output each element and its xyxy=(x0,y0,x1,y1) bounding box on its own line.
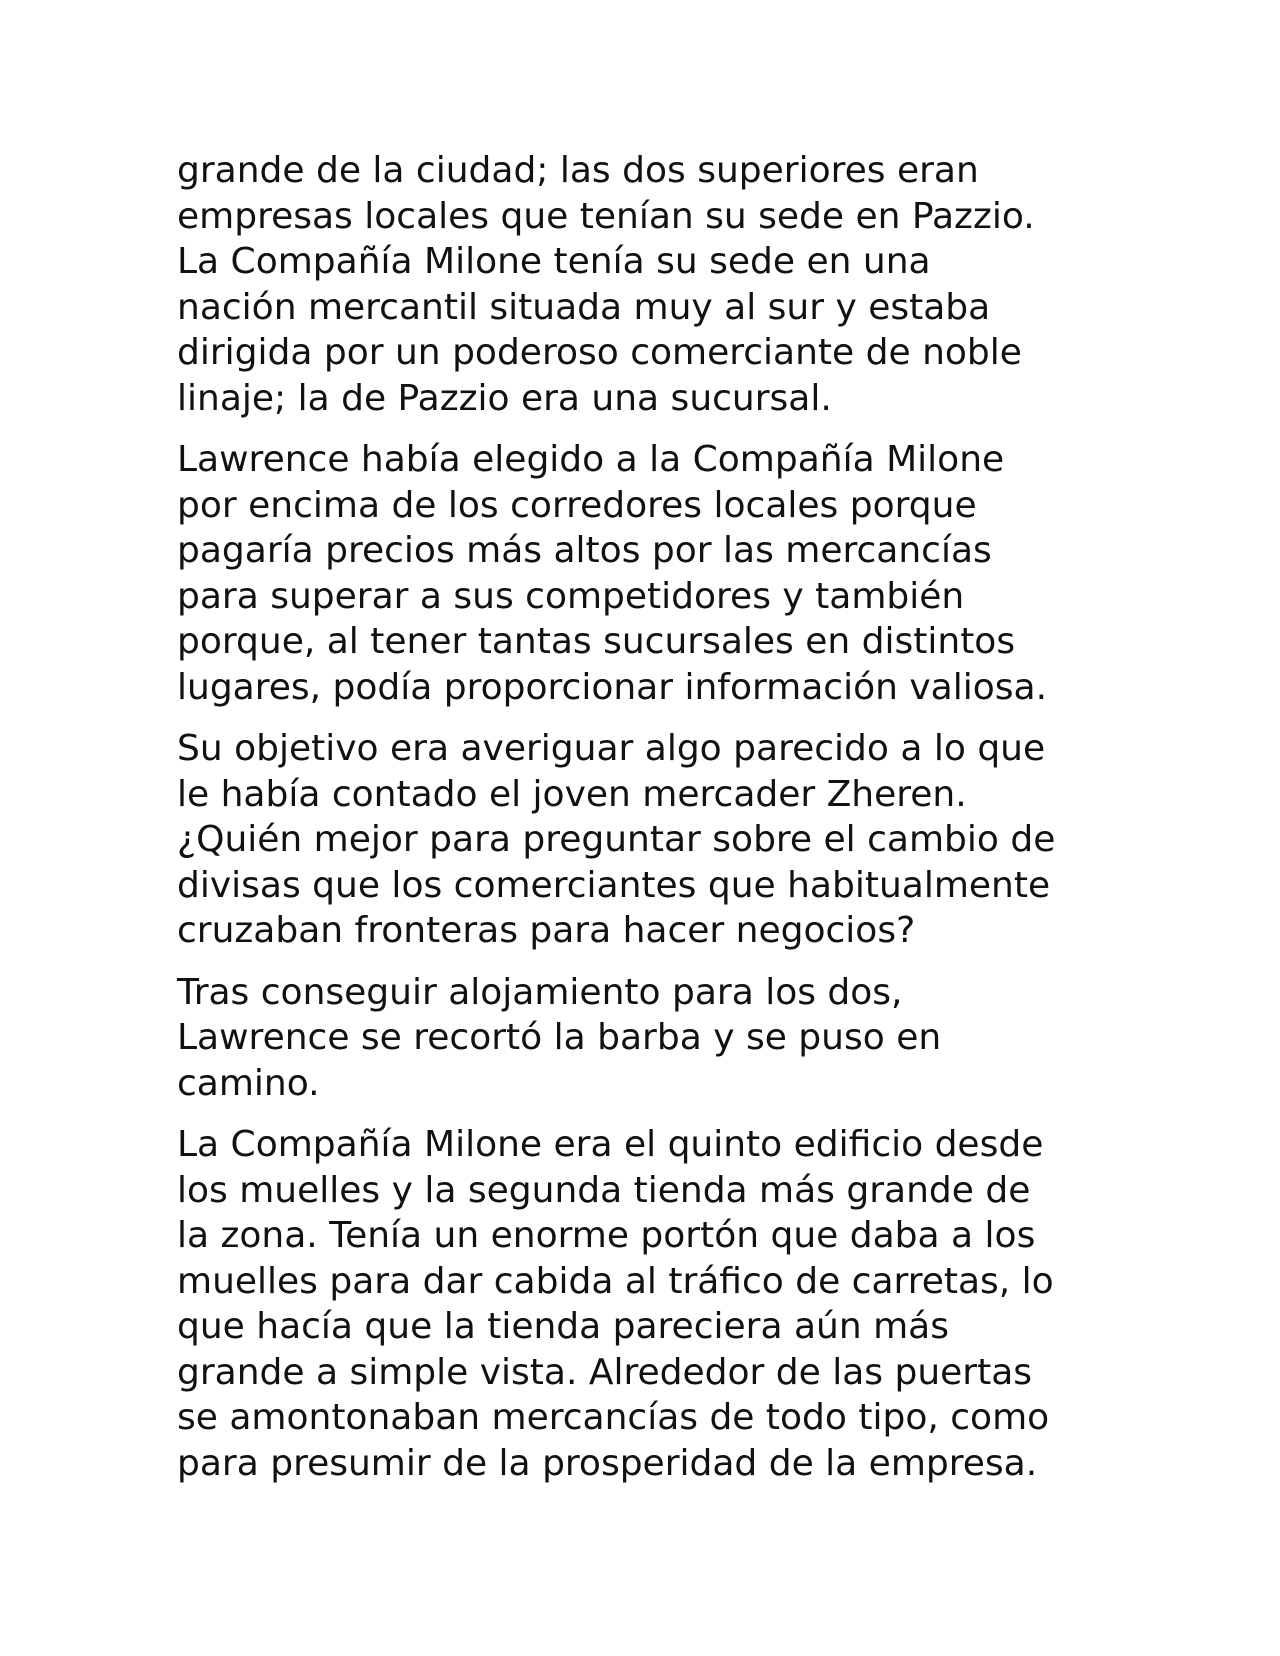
body-text xyxy=(177,148,1137,1502)
paragraph-1: grande de la ciudad; las dos superiores eran empresas locales que tenían su sede en Pazzio. La Compañía Milone tenía su sede en una nación mercantil situada muy al sur y estaba dirigida por un poderoso comerciante de noble linaje; la de Pazzio era una sucursal. xyxy=(177,150,1035,419)
paragraph-3: Su objetivo era averiguar algo parecido a lo que le había contado el joven mercader Zheren. ¿Quién mejor para preguntar sobre el cambio de divisas que los comerciantes que habitualmente cruzaban fronteras para hacer negocios? xyxy=(177,728,1056,951)
paragraph-5: La Compañía Milone era el quinto edificio desde los muelles y la segunda tienda más grande de la zona. Tenía un enorme portón que daba a los muelles para dar cabida al tráfico de carretas, lo que hacía que la tienda pareciera aún más grande a simple vista. Alrededor de las puertas se amontonaban mercancías de todo tipo, como para presumir de la prosperidad de la empresa. xyxy=(177,1124,1054,1484)
paragraph-4: Tras conseguir alojamiento para los dos, Lawrence se recortó la barba y se puso en camino. xyxy=(177,971,942,1104)
paragraph-2: Lawrence había elegido a la Compañía Milone por encima de los corredores locales porque pagaría precios más altos por las mercancías para superar a sus competidores y también porque, al tener tantas sucursales en distintos lugares, podía proporcionar información valiosa. xyxy=(177,439,1048,708)
